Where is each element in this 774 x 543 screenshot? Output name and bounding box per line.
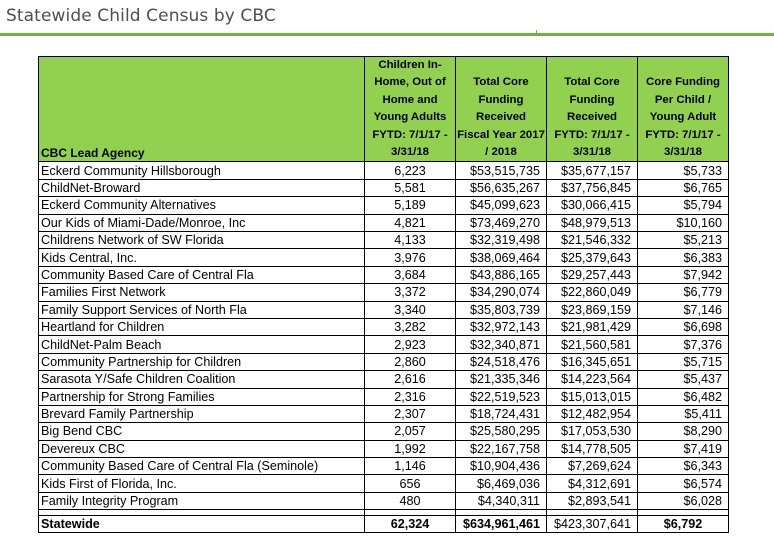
per-child-cell: $7,942: [638, 266, 729, 283]
children-count-cell: 5,581: [365, 179, 456, 196]
fytd-funding-cell: $17,053,530: [547, 423, 638, 440]
fytd-funding-column-header: [547, 57, 638, 162]
header-line: Home, Out of: [374, 76, 446, 89]
table-row: [39, 458, 729, 475]
fy-funding-cell: $18,724,431: [456, 405, 547, 422]
children-count-cell: 6,223: [365, 162, 456, 179]
per-child-cell: $5,411: [638, 405, 729, 422]
header-line: Total Core: [564, 76, 620, 89]
per-child-cell: $6,765: [638, 179, 729, 196]
fy-funding-cell: $32,972,143: [456, 318, 547, 335]
fytd-funding-cell: $37,756,845: [547, 179, 638, 196]
table-row: [39, 388, 729, 405]
agency-cell: Family Support Services of North Fla: [39, 301, 365, 318]
total-fy-funding-cell: $634,961,461: [456, 516, 547, 533]
table-row: [39, 492, 729, 509]
fytd-funding-cell: $22,860,049: [547, 284, 638, 301]
per-child-cell: $6,343: [638, 458, 729, 475]
agency-cell: Our Kids of Miami-Dade/Monroe, Inc: [39, 214, 365, 231]
fytd-funding-cell: $15,013,015: [547, 388, 638, 405]
children-count-cell: 3,684: [365, 266, 456, 283]
children-count-cell: 3,372: [365, 284, 456, 301]
title-rule-tick: [536, 30, 537, 33]
agency-cell: Community Based Care of Central Fla (Seminole): [39, 458, 365, 475]
fy-funding-cell: $22,167,758: [456, 440, 547, 457]
children-column-header: [365, 57, 456, 162]
header-line: / 2018: [485, 146, 517, 159]
per-child-column-header: [638, 57, 729, 162]
per-child-cell: $5,715: [638, 353, 729, 370]
agency-cell: Kids Central, Inc.: [39, 249, 365, 266]
total-agency-cell: Statewide: [39, 516, 365, 533]
agency-cell: Community Based Care of Central Fla: [39, 266, 365, 283]
header-line: FYTD: 7/1/17 -: [645, 128, 721, 141]
fytd-funding-cell: $16,345,651: [547, 353, 638, 370]
children-count-cell: 2,860: [365, 353, 456, 370]
table-row: [39, 440, 729, 457]
header-line: Young Adults: [373, 111, 447, 124]
fytd-funding-cell: $14,778,505: [547, 440, 638, 457]
header-line: Core Funding: [645, 76, 721, 89]
fytd-funding-cell: $29,257,443: [547, 266, 638, 283]
children-count-cell: 4,133: [365, 232, 456, 249]
children-count-cell: 1,992: [365, 440, 456, 457]
agency-cell: Brevard Family Partnership: [39, 405, 365, 422]
agency-cell: Family Integrity Program: [39, 492, 365, 509]
header-line: Received: [566, 111, 618, 124]
children-count-cell: 480: [365, 492, 456, 509]
children-count-cell: 3,340: [365, 301, 456, 318]
header-line: Received: [475, 111, 527, 124]
table-row: [39, 232, 729, 249]
table-row: [39, 353, 729, 370]
per-child-cell: $6,482: [638, 388, 729, 405]
agency-cell: Big Bend CBC: [39, 423, 365, 440]
fytd-funding-cell: $21,546,332: [547, 232, 638, 249]
agency-cell: Kids First of Florida, Inc.: [39, 475, 365, 492]
fy-funding-cell: $73,469,270: [456, 214, 547, 231]
per-child-cell: $6,698: [638, 318, 729, 335]
fytd-funding-cell: $30,066,415: [547, 197, 638, 214]
table-row: [39, 197, 729, 214]
fy-funding-cell: $4,340,311: [456, 492, 547, 509]
per-child-cell: $10,160: [638, 214, 729, 231]
per-child-cell: $5,437: [638, 371, 729, 388]
fytd-funding-cell: $14,223,564: [547, 371, 638, 388]
per-child-cell: $6,383: [638, 249, 729, 266]
agency-column-header: CBC Lead Agency: [39, 57, 365, 162]
fytd-funding-cell: $4,312,691: [547, 475, 638, 492]
table-row: [39, 179, 729, 196]
table-row: [39, 162, 729, 179]
header-line: 3/31/18: [572, 146, 611, 159]
children-count-cell: 656: [365, 475, 456, 492]
agency-cell: Eckerd Community Alternatives: [39, 197, 365, 214]
fy-funding-cell: $43,886,165: [456, 266, 547, 283]
page-title: Statewide Child Census by CBC: [6, 6, 276, 26]
per-child-cell: $6,574: [638, 475, 729, 492]
header-line: Total Core: [473, 76, 529, 89]
fy-funding-cell: $22,519,523: [456, 388, 547, 405]
title-underline: [0, 33, 774, 36]
fy-funding-cell: $21,335,346: [456, 371, 547, 388]
fytd-funding-cell: $23,869,159: [547, 301, 638, 318]
per-child-cell: $6,028: [638, 492, 729, 509]
agency-cell: Partnership for Strong Families: [39, 388, 365, 405]
header-line: Funding: [569, 93, 615, 106]
fy-funding-cell: $34,290,074: [456, 284, 547, 301]
table-row: [39, 301, 729, 318]
agency-cell: ChildNet-Broward: [39, 179, 365, 196]
fytd-funding-cell: $21,981,429: [547, 318, 638, 335]
header-line: Children In-: [378, 59, 442, 71]
header-line: Young Adult: [649, 111, 717, 124]
per-child-cell: $5,213: [638, 232, 729, 249]
header-line: Fiscal Year 2017: [457, 128, 545, 141]
per-child-cell: $5,794: [638, 197, 729, 214]
table-row: [39, 249, 729, 266]
children-count-cell: 2,057: [365, 423, 456, 440]
table-row: [39, 405, 729, 422]
fytd-funding-cell: $48,979,513: [547, 214, 638, 231]
total-fytd-funding-cell: $423,307,641: [547, 516, 638, 533]
table-row: [39, 266, 729, 283]
per-child-cell: $5,733: [638, 162, 729, 179]
agency-cell: Sarasota Y/Safe Children Coalition: [39, 371, 365, 388]
fytd-funding-cell: $21,560,581: [547, 336, 638, 353]
fytd-funding-cell: $2,893,541: [547, 492, 638, 509]
header-row: [39, 57, 729, 162]
agency-cell: Families First Network: [39, 284, 365, 301]
total-per-child-cell: $6,792: [638, 516, 729, 533]
fy-funding-cell: $24,518,476: [456, 353, 547, 370]
fy-funding-cell: $35,803,739: [456, 301, 547, 318]
fytd-funding-cell: $12,482,954: [547, 405, 638, 422]
table-row: [39, 423, 729, 440]
fy-funding-cell: $56,635,267: [456, 179, 547, 196]
header-line: 3/31/18: [663, 146, 702, 159]
fy-funding-cell: $53,515,735: [456, 162, 547, 179]
agency-cell: Heartland for Children: [39, 318, 365, 335]
header-line: Per Child /: [654, 93, 712, 106]
fy-funding-column-header: [456, 57, 547, 162]
agency-cell: Devereux CBC: [39, 440, 365, 457]
per-child-cell: $7,419: [638, 440, 729, 457]
fy-funding-cell: $10,904,436: [456, 458, 547, 475]
agency-cell: Community Partnership for Children: [39, 353, 365, 370]
agency-cell: ChildNet-Palm Beach: [39, 336, 365, 353]
children-count-cell: 1,146: [365, 458, 456, 475]
per-child-cell: $6,779: [638, 284, 729, 301]
header-line: 3/31/18: [390, 146, 429, 159]
table-row: [39, 214, 729, 231]
fy-funding-cell: $32,340,871: [456, 336, 547, 353]
per-child-cell: $7,376: [638, 336, 729, 353]
fytd-funding-cell: $7,269,624: [547, 458, 638, 475]
per-child-cell: $8,290: [638, 423, 729, 440]
fy-funding-cell: $45,099,623: [456, 197, 547, 214]
fy-funding-cell: $32,319,498: [456, 232, 547, 249]
fy-funding-cell: $38,069,464: [456, 249, 547, 266]
children-count-cell: 2,307: [365, 405, 456, 422]
table-row: [39, 284, 729, 301]
children-count-cell: 4,821: [365, 214, 456, 231]
table-row: [39, 318, 729, 335]
fy-funding-cell: $6,469,036: [456, 475, 547, 492]
header-line: FYTD: 7/1/17 -: [554, 128, 630, 141]
header-line: FYTD: 7/1/17 -: [372, 128, 448, 141]
fy-funding-cell: $25,580,295: [456, 423, 547, 440]
children-count-cell: 2,316: [365, 388, 456, 405]
children-count-cell: 2,616: [365, 371, 456, 388]
children-count-cell: 5,189: [365, 197, 456, 214]
per-child-cell: $7,146: [638, 301, 729, 318]
children-count-cell: 3,282: [365, 318, 456, 335]
agency-cell: Childrens Network of SW Florida: [39, 232, 365, 249]
table-row: [39, 475, 729, 492]
total-children-cell: 62,324: [365, 516, 456, 533]
total-row: [39, 516, 729, 533]
header-line: Home and: [382, 93, 438, 106]
children-count-cell: 2,923: [365, 336, 456, 353]
header-line: Funding: [478, 93, 524, 106]
table-row: [39, 336, 729, 353]
table-row: [39, 371, 729, 388]
fytd-funding-cell: $35,677,157: [547, 162, 638, 179]
agency-cell: Eckerd Community Hillsborough: [39, 162, 365, 179]
fytd-funding-cell: $25,379,643: [547, 249, 638, 266]
census-table: [38, 56, 729, 533]
children-count-cell: 3,976: [365, 249, 456, 266]
